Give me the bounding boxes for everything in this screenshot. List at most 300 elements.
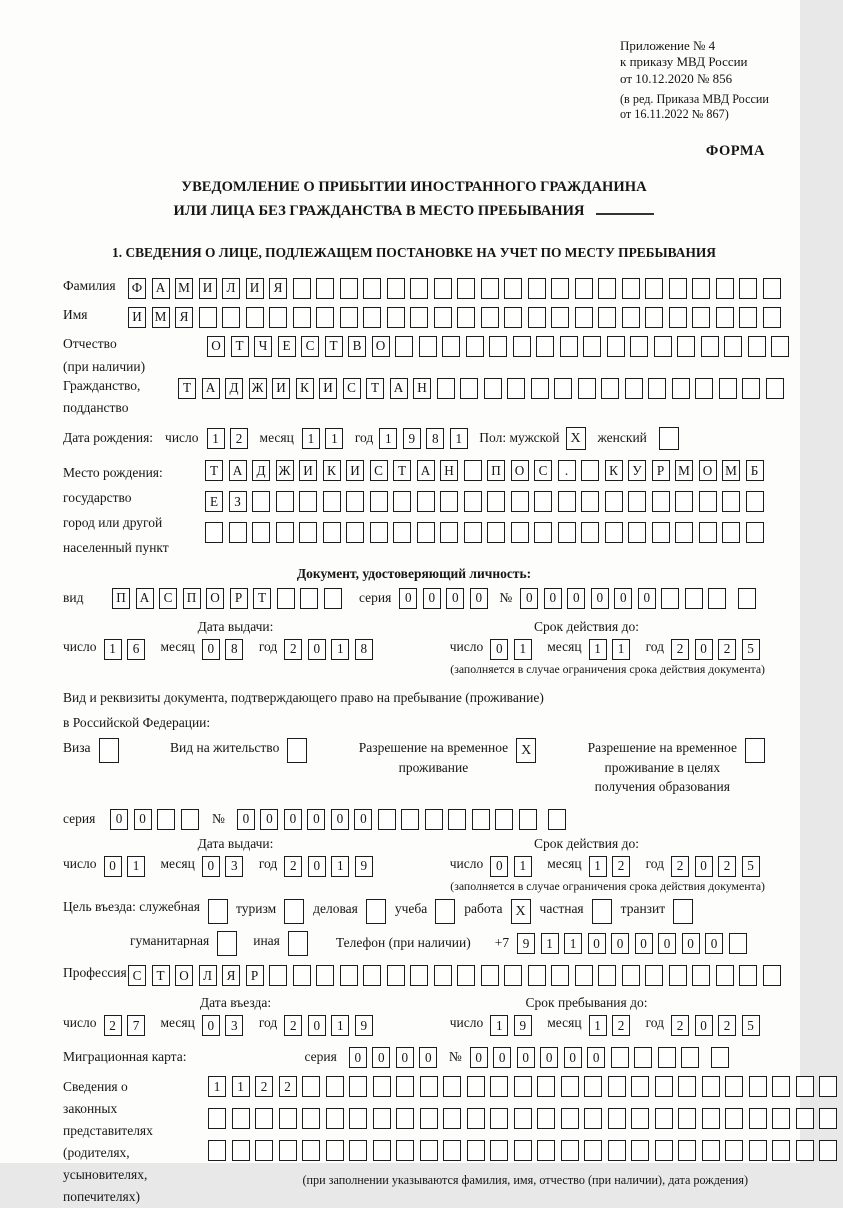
form-cell[interactable]: 0 [695, 1015, 713, 1036]
form-cell[interactable] [443, 1076, 461, 1097]
form-cell[interactable]: О [372, 336, 390, 357]
form-cell[interactable] [511, 522, 529, 543]
form-cell[interactable]: 1 [208, 1076, 226, 1097]
form-cell[interactable]: 1 [541, 933, 559, 954]
form-cell[interactable] [440, 522, 458, 543]
form-cell[interactable] [534, 491, 552, 512]
form-cell[interactable]: Т [325, 336, 343, 357]
form-cell[interactable]: И [346, 460, 364, 481]
form-cell[interactable] [702, 1076, 720, 1097]
form-cell[interactable] [796, 1140, 814, 1161]
birth-day-cells[interactable] [207, 428, 254, 449]
birth-year-cells[interactable] [379, 428, 473, 449]
form-cell[interactable] [528, 307, 546, 328]
form-cell[interactable] [481, 278, 499, 299]
doc-issue-day-cells[interactable] [104, 639, 151, 660]
form-cell[interactable]: Ч [254, 336, 272, 357]
visa-checkbox[interactable] [99, 738, 119, 763]
form-cell[interactable] [678, 1076, 696, 1097]
form-cell[interactable] [551, 965, 569, 986]
form-cell[interactable] [598, 307, 616, 328]
form-cell[interactable] [672, 378, 690, 399]
form-cell[interactable]: 0 [354, 809, 372, 830]
form-cell[interactable]: . [558, 460, 576, 481]
form-cell[interactable] [772, 1076, 790, 1097]
form-cell[interactable] [675, 491, 693, 512]
form-cell[interactable]: 1 [127, 856, 145, 877]
form-cell[interactable] [583, 336, 601, 357]
form-cell[interactable] [655, 1076, 673, 1097]
form-cell[interactable]: 0 [202, 856, 220, 877]
form-cell[interactable] [652, 522, 670, 543]
form-cell[interactable]: Т [231, 336, 249, 357]
form-cell[interactable] [725, 1140, 743, 1161]
form-cell[interactable]: 0 [308, 856, 326, 877]
form-cell[interactable]: 8 [225, 639, 243, 660]
form-cell[interactable] [464, 460, 482, 481]
form-cell[interactable] [514, 1108, 532, 1129]
form-cell[interactable]: 1 [514, 856, 532, 877]
form-cell[interactable] [763, 278, 781, 299]
form-cell[interactable]: 1 [207, 428, 225, 449]
form-cell[interactable]: К [605, 460, 623, 481]
form-cell[interactable] [373, 1140, 391, 1161]
form-cell[interactable] [692, 278, 710, 299]
form-cell[interactable] [645, 965, 663, 986]
form-cell[interactable] [514, 1140, 532, 1161]
form-cell[interactable]: 0 [349, 1047, 367, 1068]
form-cell[interactable]: О [206, 588, 224, 609]
form-cell[interactable] [722, 491, 740, 512]
residence-issue-month-cells[interactable] [202, 856, 249, 877]
form-cell[interactable]: 2 [612, 1015, 630, 1036]
form-cell[interactable]: Ж [276, 460, 294, 481]
humanitarian-checkbox[interactable] [217, 931, 237, 956]
form-cell[interactable]: 9 [517, 933, 535, 954]
form-cell[interactable]: 0 [614, 588, 632, 609]
form-cell[interactable] [622, 965, 640, 986]
form-cell[interactable] [489, 336, 507, 357]
form-cell[interactable] [581, 491, 599, 512]
form-cell[interactable] [628, 522, 646, 543]
form-cell[interactable]: 9 [514, 1015, 532, 1036]
form-cell[interactable] [749, 1076, 767, 1097]
form-cell[interactable]: Д [225, 378, 243, 399]
form-cell[interactable] [419, 336, 437, 357]
form-cell[interactable]: 8 [426, 428, 444, 449]
form-cell[interactable]: 2 [284, 639, 302, 660]
form-cell[interactable]: 0 [260, 809, 278, 830]
temporary-residence-education-checkbox[interactable] [745, 738, 765, 763]
tourism-checkbox[interactable] [284, 899, 304, 924]
form-cell[interactable] [645, 307, 663, 328]
form-cell[interactable]: М [152, 307, 170, 328]
form-cell[interactable] [534, 522, 552, 543]
residence-issue-year-cells[interactable] [284, 856, 378, 877]
form-cell[interactable]: 0 [695, 856, 713, 877]
migration-series-cells[interactable] [349, 1047, 443, 1068]
form-cell[interactable] [269, 307, 287, 328]
birth-place-cells-row2[interactable] [205, 491, 769, 512]
form-cell[interactable] [708, 588, 726, 609]
form-cell[interactable] [279, 1140, 297, 1161]
doc-expiry-month-cells[interactable] [589, 639, 636, 660]
work-checkbox[interactable]: X [511, 899, 531, 924]
form-cell[interactable] [425, 809, 443, 830]
form-cell[interactable] [363, 307, 381, 328]
form-cell[interactable]: 1 [379, 428, 397, 449]
form-cell[interactable] [749, 1140, 767, 1161]
form-cell[interactable]: К [323, 460, 341, 481]
doc-number-cells[interactable] [520, 588, 761, 609]
form-cell[interactable]: 2 [104, 1015, 122, 1036]
form-cell[interactable] [199, 307, 217, 328]
surname-cells[interactable] [128, 278, 786, 299]
form-cell[interactable]: Т [366, 378, 384, 399]
form-cell[interactable] [410, 278, 428, 299]
form-cell[interactable] [678, 1108, 696, 1129]
form-cell[interactable] [363, 278, 381, 299]
form-cell[interactable] [340, 278, 358, 299]
form-cell[interactable] [607, 336, 625, 357]
form-cell[interactable]: М [722, 460, 740, 481]
form-cell[interactable] [440, 491, 458, 512]
form-cell[interactable]: Т [205, 460, 223, 481]
form-cell[interactable] [742, 378, 760, 399]
form-cell[interactable] [554, 378, 572, 399]
transit-checkbox[interactable] [673, 899, 693, 924]
form-cell[interactable] [655, 1140, 673, 1161]
form-cell[interactable]: Р [246, 965, 264, 986]
form-cell[interactable] [536, 336, 554, 357]
form-cell[interactable]: У [628, 460, 646, 481]
form-cell[interactable] [323, 522, 341, 543]
form-cell[interactable] [293, 278, 311, 299]
form-cell[interactable] [608, 1076, 626, 1097]
form-cell[interactable] [279, 1108, 297, 1129]
form-cell[interactable] [222, 307, 240, 328]
form-cell[interactable] [608, 1108, 626, 1129]
birth-place-cells-row3[interactable] [205, 522, 769, 543]
birth-month-cells[interactable] [302, 428, 349, 449]
form-cell[interactable] [702, 1108, 720, 1129]
residence-expiry-day-cells[interactable] [490, 856, 537, 877]
form-cell[interactable] [349, 1140, 367, 1161]
form-cell[interactable] [701, 336, 719, 357]
form-cell[interactable] [420, 1076, 438, 1097]
form-cell[interactable] [716, 307, 734, 328]
form-cell[interactable] [387, 278, 405, 299]
form-cell[interactable] [739, 307, 757, 328]
form-cell[interactable]: 0 [396, 1047, 414, 1068]
form-cell[interactable]: Р [652, 460, 670, 481]
form-cell[interactable] [457, 278, 475, 299]
form-cell[interactable] [437, 378, 455, 399]
form-cell[interactable] [622, 307, 640, 328]
form-cell[interactable] [504, 965, 522, 986]
form-cell[interactable] [513, 336, 531, 357]
form-cell[interactable]: 2 [279, 1076, 297, 1097]
form-cell[interactable] [410, 965, 428, 986]
form-cell[interactable]: 3 [225, 1015, 243, 1036]
form-cell[interactable]: И [299, 460, 317, 481]
form-cell[interactable] [661, 588, 679, 609]
form-cell[interactable] [771, 336, 789, 357]
form-cell[interactable] [652, 491, 670, 512]
form-cell[interactable]: 2 [284, 1015, 302, 1036]
form-cell[interactable] [561, 1108, 579, 1129]
form-cell[interactable] [401, 809, 419, 830]
form-cell[interactable]: 5 [742, 1015, 760, 1036]
form-cell[interactable]: 2 [255, 1076, 273, 1097]
form-cell[interactable] [484, 378, 502, 399]
form-cell[interactable] [373, 1108, 391, 1129]
form-cell[interactable]: О [175, 965, 193, 986]
form-cell[interactable] [796, 1076, 814, 1097]
form-cell[interactable] [252, 522, 270, 543]
name-cells[interactable] [128, 307, 786, 328]
form-cell[interactable]: 0 [658, 933, 676, 954]
form-cell[interactable] [316, 278, 334, 299]
form-cell[interactable] [410, 307, 428, 328]
form-cell[interactable] [548, 809, 566, 830]
form-cell[interactable]: Н [440, 460, 458, 481]
form-cell[interactable] [695, 378, 713, 399]
form-cell[interactable]: 0 [470, 1047, 488, 1068]
doc-issue-year-cells[interactable] [284, 639, 378, 660]
form-cell[interactable] [443, 1140, 461, 1161]
business-checkbox[interactable] [366, 899, 386, 924]
form-cell[interactable] [763, 307, 781, 328]
form-cell[interactable] [457, 965, 475, 986]
form-cell[interactable] [537, 1140, 555, 1161]
form-cell[interactable] [739, 965, 757, 986]
form-cell[interactable] [601, 378, 619, 399]
form-cell[interactable] [393, 491, 411, 512]
form-cell[interactable]: 0 [520, 588, 538, 609]
form-cell[interactable] [561, 1076, 579, 1097]
form-cell[interactable] [699, 491, 717, 512]
form-cell[interactable] [677, 336, 695, 357]
form-cell[interactable] [490, 1076, 508, 1097]
form-cell[interactable]: 0 [635, 933, 653, 954]
form-cell[interactable] [316, 307, 334, 328]
form-cell[interactable] [324, 588, 342, 609]
form-cell[interactable] [504, 307, 522, 328]
form-cell[interactable] [420, 1140, 438, 1161]
form-cell[interactable]: 0 [588, 933, 606, 954]
female-checkbox[interactable] [659, 427, 679, 450]
until-month-cells[interactable] [589, 1015, 636, 1036]
birth-place-cells-row1[interactable] [205, 460, 769, 481]
form-cell[interactable]: 0 [308, 1015, 326, 1036]
profession-cells[interactable] [128, 965, 786, 986]
form-cell[interactable] [229, 522, 247, 543]
form-cell[interactable]: С [128, 965, 146, 986]
form-cell[interactable] [598, 278, 616, 299]
form-cell[interactable]: 2 [230, 428, 248, 449]
form-cell[interactable]: П [112, 588, 130, 609]
form-cell[interactable] [514, 1076, 532, 1097]
form-cell[interactable]: 0 [591, 588, 609, 609]
form-cell[interactable]: 1 [612, 639, 630, 660]
form-cell[interactable] [702, 1140, 720, 1161]
form-cell[interactable] [584, 1076, 602, 1097]
official-checkbox[interactable] [208, 899, 228, 924]
form-cell[interactable]: 1 [514, 639, 532, 660]
form-cell[interactable]: И [128, 307, 146, 328]
form-cell[interactable] [393, 522, 411, 543]
form-cell[interactable] [316, 965, 334, 986]
form-cell[interactable]: 0 [284, 809, 302, 830]
form-cell[interactable]: Е [205, 491, 223, 512]
form-cell[interactable]: И [319, 378, 337, 399]
form-cell[interactable] [763, 965, 781, 986]
form-cell[interactable]: 0 [237, 809, 255, 830]
study-checkbox[interactable] [435, 899, 455, 924]
doc-expiry-year-cells[interactable] [671, 639, 765, 660]
form-cell[interactable] [655, 1108, 673, 1129]
form-cell[interactable]: И [199, 278, 217, 299]
form-cell[interactable] [302, 1108, 320, 1129]
form-cell[interactable]: 0 [308, 639, 326, 660]
form-cell[interactable] [396, 1140, 414, 1161]
form-cell[interactable] [669, 278, 687, 299]
form-cell[interactable] [370, 522, 388, 543]
form-cell[interactable] [725, 1108, 743, 1129]
form-cell[interactable]: 1 [490, 1015, 508, 1036]
form-cell[interactable] [181, 809, 199, 830]
form-cell[interactable]: Я [269, 278, 287, 299]
form-cell[interactable] [487, 491, 505, 512]
form-cell[interactable] [658, 1047, 676, 1068]
form-cell[interactable] [490, 1108, 508, 1129]
citizenship-cells[interactable] [178, 378, 789, 399]
form-cell[interactable]: Ж [249, 378, 267, 399]
form-cell[interactable] [528, 965, 546, 986]
form-cell[interactable] [746, 522, 764, 543]
form-cell[interactable]: Е [278, 336, 296, 357]
form-cell[interactable]: 1 [302, 428, 320, 449]
form-cell[interactable] [584, 1140, 602, 1161]
form-cell[interactable] [417, 491, 435, 512]
form-cell[interactable] [796, 1108, 814, 1129]
phone-cells[interactable] [517, 933, 752, 954]
form-cell[interactable] [349, 1076, 367, 1097]
form-cell[interactable] [326, 1076, 344, 1097]
form-cell[interactable]: Я [175, 307, 193, 328]
residence-number-cells[interactable] [237, 809, 572, 830]
form-cell[interactable]: Т [152, 965, 170, 986]
form-cell[interactable]: 2 [718, 856, 736, 877]
form-cell[interactable] [692, 965, 710, 986]
form-cell[interactable]: 0 [540, 1047, 558, 1068]
form-cell[interactable]: 1 [104, 639, 122, 660]
form-cell[interactable]: С [534, 460, 552, 481]
form-cell[interactable] [678, 1140, 696, 1161]
form-cell[interactable]: 0 [490, 856, 508, 877]
form-cell[interactable]: М [175, 278, 193, 299]
legal-reps-cells-row2[interactable] [208, 1108, 843, 1129]
form-cell[interactable] [205, 522, 223, 543]
form-cell[interactable] [302, 1140, 320, 1161]
form-cell[interactable]: С [370, 460, 388, 481]
form-cell[interactable]: 0 [493, 1047, 511, 1068]
form-cell[interactable] [370, 491, 388, 512]
form-cell[interactable] [749, 1108, 767, 1129]
form-cell[interactable]: 1 [325, 428, 343, 449]
form-cell[interactable] [511, 491, 529, 512]
form-cell[interactable] [448, 809, 466, 830]
entry-day-cells[interactable] [104, 1015, 151, 1036]
form-cell[interactable] [507, 378, 525, 399]
form-cell[interactable] [420, 1108, 438, 1129]
form-cell[interactable] [605, 522, 623, 543]
form-cell[interactable]: О [699, 460, 717, 481]
residence-expiry-year-cells[interactable] [671, 856, 765, 877]
form-cell[interactable]: 1 [589, 639, 607, 660]
form-cell[interactable]: А [202, 378, 220, 399]
legal-reps-cells-row1[interactable] [208, 1076, 843, 1097]
form-cell[interactable]: Л [199, 965, 217, 986]
doc-expiry-day-cells[interactable] [490, 639, 537, 660]
form-cell[interactable] [746, 491, 764, 512]
form-cell[interactable] [716, 278, 734, 299]
form-cell[interactable] [625, 378, 643, 399]
residence-permit-checkbox[interactable] [287, 738, 307, 763]
residence-issue-day-cells[interactable] [104, 856, 151, 877]
form-cell[interactable]: 2 [284, 856, 302, 877]
form-cell[interactable] [581, 460, 599, 481]
form-cell[interactable]: И [272, 378, 290, 399]
form-cell[interactable]: Т [393, 460, 411, 481]
form-cell[interactable]: К [296, 378, 314, 399]
form-cell[interactable] [387, 965, 405, 986]
form-cell[interactable]: Р [230, 588, 248, 609]
form-cell[interactable]: А [417, 460, 435, 481]
form-cell[interactable] [772, 1108, 790, 1129]
form-cell[interactable]: 0 [372, 1047, 390, 1068]
form-cell[interactable]: Ф [128, 278, 146, 299]
form-cell[interactable] [551, 307, 569, 328]
form-cell[interactable] [628, 491, 646, 512]
form-cell[interactable] [519, 809, 537, 830]
form-cell[interactable] [417, 522, 435, 543]
form-cell[interactable] [622, 278, 640, 299]
form-cell[interactable]: Л [222, 278, 240, 299]
entry-year-cells[interactable] [284, 1015, 378, 1036]
form-cell[interactable] [504, 278, 522, 299]
form-cell[interactable] [232, 1140, 250, 1161]
form-cell[interactable] [326, 1140, 344, 1161]
form-cell[interactable] [363, 965, 381, 986]
form-cell[interactable] [739, 278, 757, 299]
form-cell[interactable]: 0 [567, 588, 585, 609]
form-cell[interactable]: А [229, 460, 247, 481]
form-cell[interactable] [346, 522, 364, 543]
residence-expiry-month-cells[interactable] [589, 856, 636, 877]
form-cell[interactable]: М [675, 460, 693, 481]
form-cell[interactable] [772, 1140, 790, 1161]
form-cell[interactable] [396, 1108, 414, 1129]
form-cell[interactable]: 9 [355, 856, 373, 877]
form-cell[interactable]: 9 [355, 1015, 373, 1036]
form-cell[interactable]: 3 [225, 856, 243, 877]
form-cell[interactable] [630, 336, 648, 357]
form-cell[interactable]: 9 [403, 428, 421, 449]
form-cell[interactable] [340, 307, 358, 328]
form-cell[interactable]: 0 [202, 1015, 220, 1036]
